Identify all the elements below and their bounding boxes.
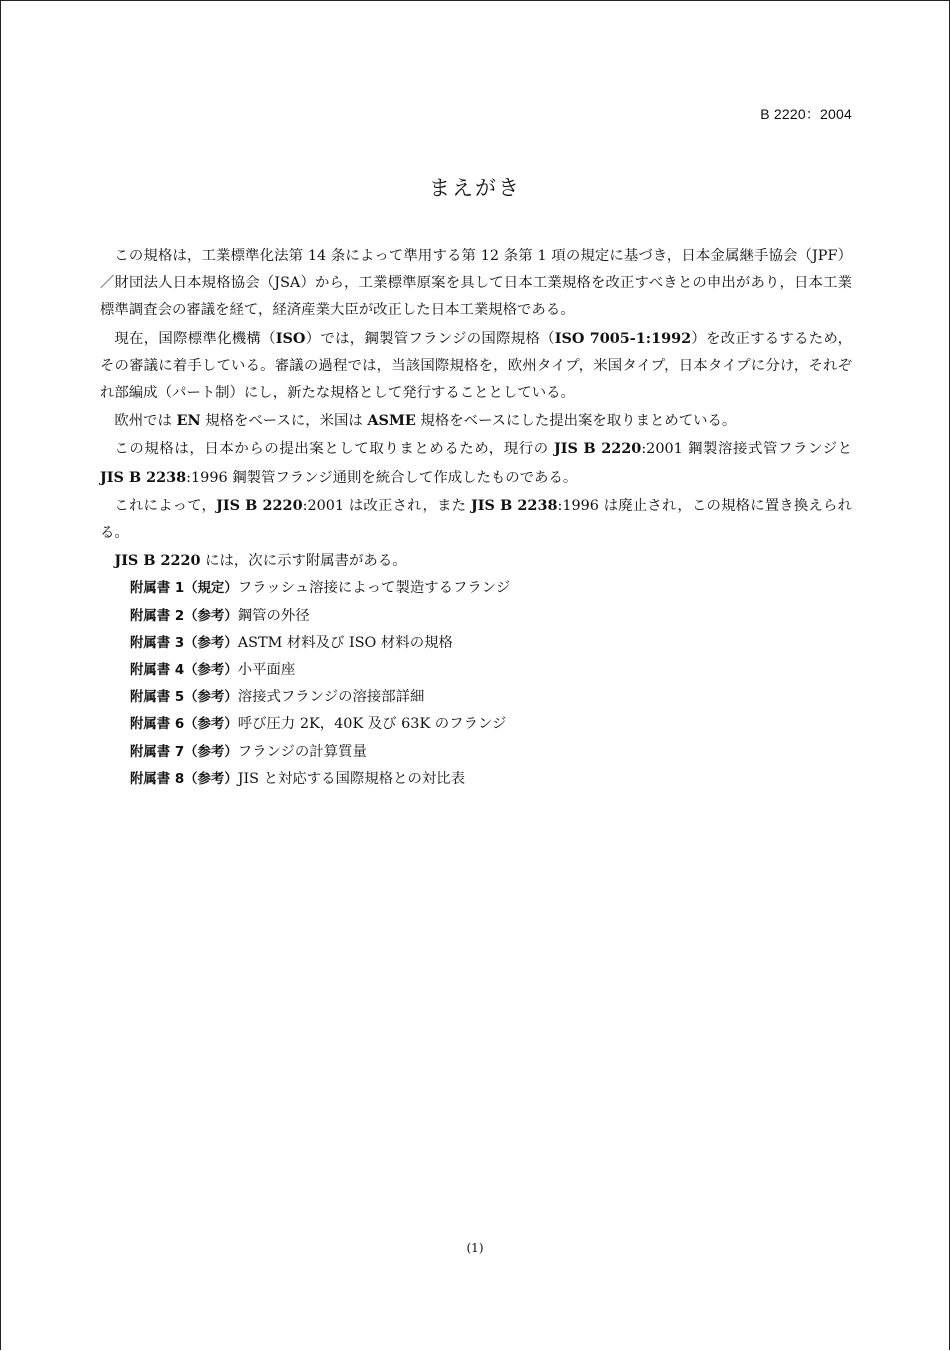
annex-number: 附属書 4 [130, 663, 185, 678]
annex-type: （参考） [184, 663, 238, 678]
text-run: 現在，国際標準化機構（ [114, 330, 276, 347]
foreword-body [100, 243, 852, 793]
annex-title: JIS と対応する国際規格との対比表 [237, 770, 466, 787]
annex-number: 附属書 3 [130, 635, 185, 651]
text-run: この規格は，日本からの提出案として取りまとめるため，現行の [114, 441, 554, 458]
annex-item [130, 630, 852, 657]
paragraph [100, 435, 852, 491]
text-run: 規格をベースに，米国は [200, 413, 368, 430]
annex-number: 附属書 1 [130, 581, 185, 597]
standard-number: B 2220：2004 [760, 106, 852, 122]
annex-title: 鋼管の外径 [237, 607, 310, 624]
annex-type: （参考） [184, 608, 238, 624]
annex-type: （参考） [184, 690, 238, 706]
text-run: :1996 鋼製管フランジ通則を統合して作成したものである。 [186, 469, 578, 486]
annex-item [130, 739, 852, 766]
annex-item [130, 711, 852, 738]
bold-run: EN [176, 412, 201, 430]
page-number: (1) [466, 1241, 484, 1255]
text-run: 規格をベースにした提出案を取りまとめている。 [415, 413, 737, 430]
annex-list [100, 575, 852, 793]
annex-item [130, 603, 852, 630]
annex-item [130, 575, 852, 602]
annex-type: （参考） [184, 744, 238, 760]
text-run: には，次に示す附属書がある。 [200, 553, 407, 570]
annex-type: （参考） [184, 635, 238, 651]
bold-run: JIS B 2220 [114, 552, 201, 570]
annex-title: 小平面座 [237, 662, 296, 678]
annex-title: フラッシュ溶接によって製造するフランジ [237, 580, 511, 597]
bold-run: JIS B 2238 [100, 468, 187, 486]
text-run: :2001 鋼製溶接式管フランジと [641, 441, 852, 458]
text-run: この規格は，工業標準化法第 14 条によって準用する第 12 条第 1 項の規定に基づき，日本金属継手協会（JPF）／財団法人日本規格協会（JSA）から，工業標準原案を具して日本工業規格を改正すべきとの申出があり，日本工業標準調査会の審議を経て，経済産業大臣が改正した日本工業規格である。 [100, 248, 852, 319]
bold-run: ISO 7005-1:1992 [554, 329, 692, 347]
paragraph [100, 547, 852, 575]
annex-item [130, 766, 852, 793]
page-title: まえがき [429, 176, 521, 200]
annex-number: 附属書 7 [130, 744, 185, 760]
bold-run: JIS B 2220 [553, 440, 642, 458]
text-run: :1996 は廃止され，この規格に置き換えられる。 [100, 497, 853, 542]
paragraph [100, 243, 852, 325]
annex-type: （参考） [184, 771, 238, 787]
annex-number: 附属書 8 [130, 771, 185, 787]
bold-run: ISO [275, 329, 306, 347]
annex-number: 附属書 6 [130, 717, 185, 733]
bold-run: ASME [367, 412, 416, 430]
annex-item [130, 657, 852, 684]
text-run: ）では，鋼製管フランジの国際規格（ [305, 330, 555, 347]
annex-number: 附属書 5 [130, 690, 185, 706]
text-run: これによって， [114, 497, 217, 514]
text-run: ）を改正するするため，その審議に着手している。審議の過程では，当該国際規格を，欧州タイプ，米国タイプ，日本タイプに分け，それぞれ部編成（パート制）にし，新たな規格として発行することとしている。 [100, 330, 852, 402]
annex-type: （規定） [184, 581, 238, 597]
paragraph [100, 325, 852, 408]
annex-title: フランジの計算質量 [237, 743, 367, 760]
bold-run: JIS B 2238 [470, 496, 558, 514]
text-run: :2001 は改正され，また [302, 497, 471, 514]
bold-run: JIS B 2220 [216, 496, 303, 514]
annex-title: ASTM 材料及び ISO 材料の規格 [237, 634, 453, 651]
annex-type: （参考） [184, 717, 238, 733]
annex-item [130, 684, 852, 711]
annex-title: 呼び圧力 2K，40K 及び 63K のフランジ [237, 716, 507, 733]
paragraph [100, 407, 852, 435]
text-run: 欧州では [114, 413, 177, 430]
annex-title: 溶接式フランジの溶接部詳細 [237, 689, 425, 706]
paragraph [100, 492, 852, 547]
annex-number: 附属書 2 [130, 608, 185, 624]
